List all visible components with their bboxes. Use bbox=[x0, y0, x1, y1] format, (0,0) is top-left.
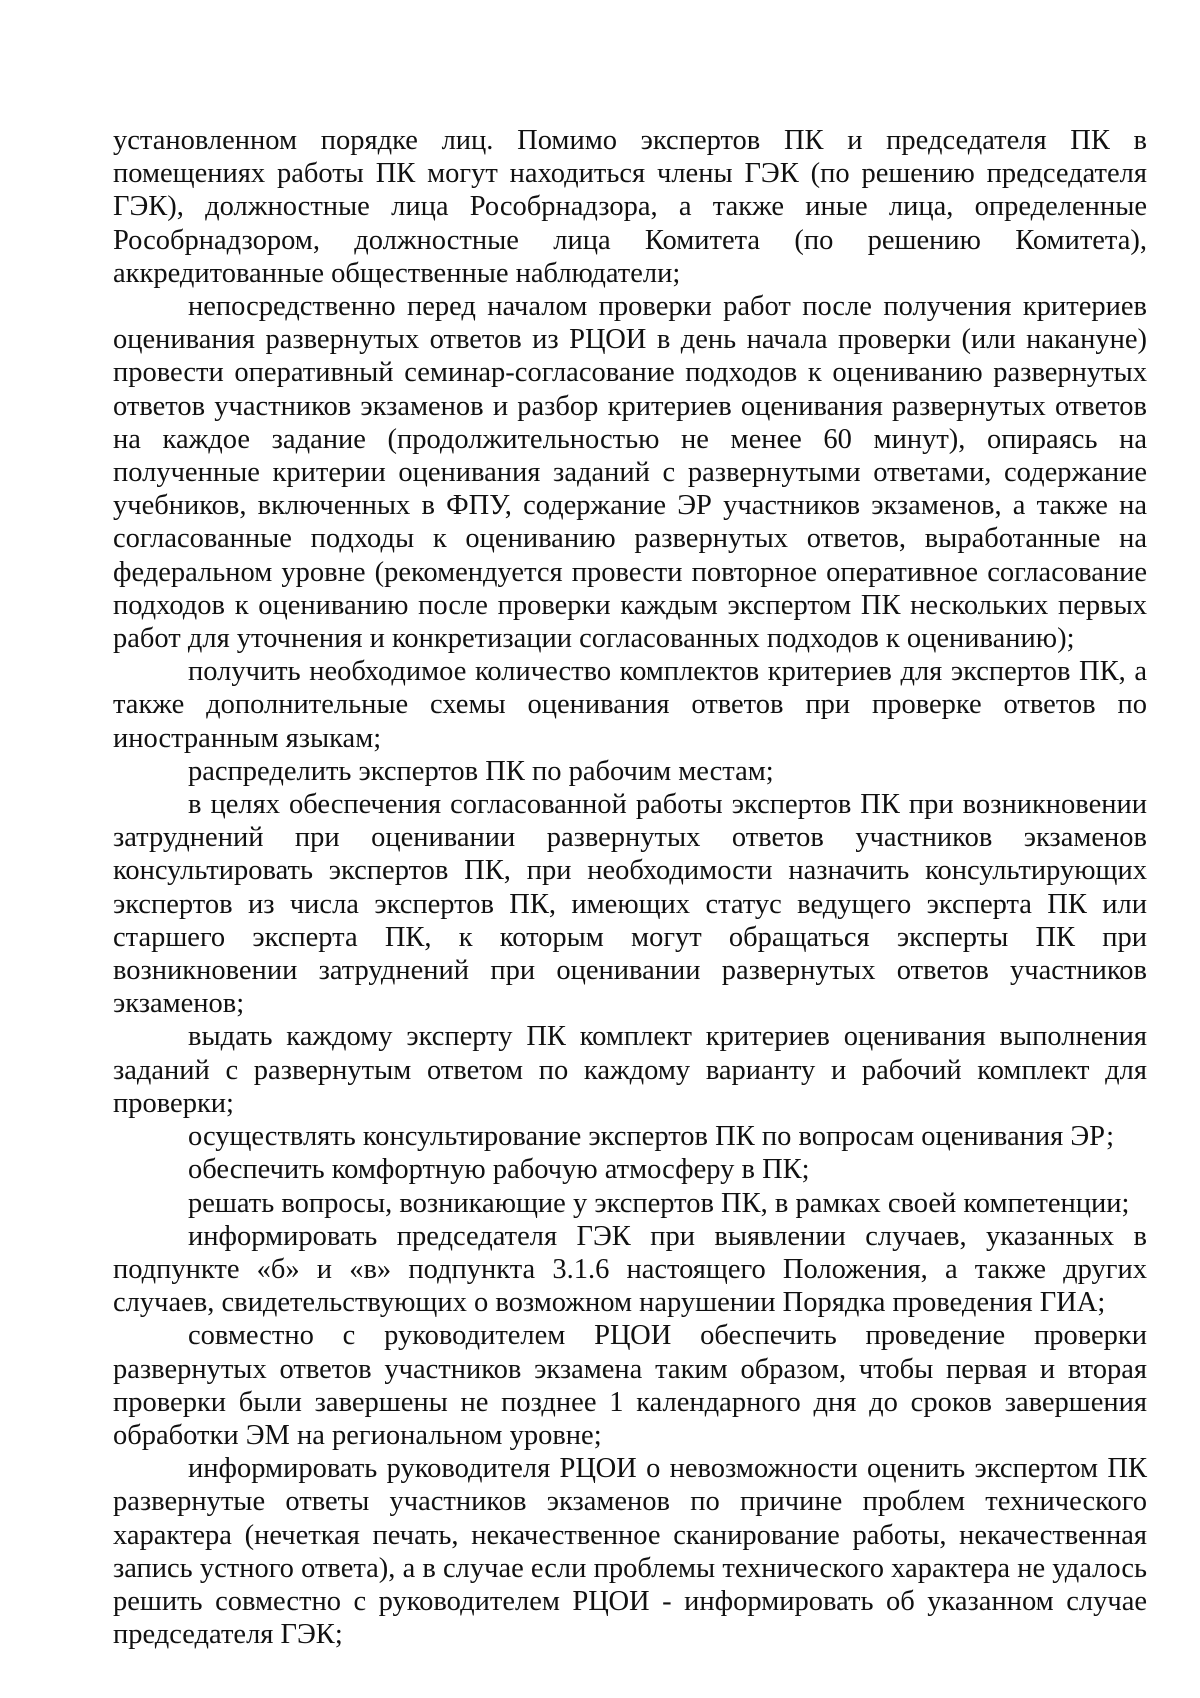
paragraph-criteria-sets: получить необходимое количество комплектов критериев для экспертов ПК, а также дополнительные схемы оценивания ответов при проверке ответов по иностранным языкам; bbox=[113, 656, 1147, 754]
paragraph-distribute-experts: распределить экспертов ПК по рабочим местам; bbox=[188, 755, 774, 787]
paragraph-atmosphere: обеспечить комфортную рабочую атмосферу в ПК; bbox=[188, 1154, 810, 1186]
document-page bbox=[113, 124, 1147, 1651]
paragraph-joint-check: совместно с руководителем РЦОИ обеспечить проведение проверки развернутых ответов участников экзамена таким образом, чтобы первая и вторая проверки были завершены не позднее 1 календарного дня до сроков завершения обработки ЭМ на региональном уровне; bbox=[113, 1320, 1147, 1451]
paragraph-inform-chairman: информировать председателя ГЭК при выявлении случаев, указанных в подпункте «б» и «в» подпункта 3.1.6 настоящего Положения, а также других случаев, свидетельствующих о возможном нарушении Порядка проведения ГИА; bbox=[113, 1220, 1147, 1319]
paragraph-technical-problems: информировать руководителя РЦОИ о невозможности оценить экспертом ПК развернутые ответы участников экзаменов по причине проблем технического характера (нечеткая печать, некачественное сканирование работы, некачественная запись устного ответа), а в случае если проблемы технического характера не удалось решить совместно с руководителем РЦОИ - информировать об указанном случае председателя ГЭК; bbox=[113, 1453, 1147, 1651]
paragraph-issue-criteria: выдать каждому эксперту ПК комплект критериев оценивания выполнения заданий с развернутым ответом по каждому варианту и рабочий комплект для проверки; bbox=[113, 1021, 1147, 1119]
paragraph-consulting-experts: в целях обеспечения согласованной работы экспертов ПК при возникновении затруднений при оценивании развернутых ответов участников экзаменов консультировать экспертов ПК, при необходимости назначить консультирующих экспертов из числа экспертов ПК, имеющих статус ведущего эксперта ПК или старшего эксперта ПК, к которым могут обращаться эксперты ПК при возникновении затруднений при оценивании развернутых ответов участников экзаменов; bbox=[113, 789, 1147, 1020]
paragraph-continuation: установленном порядке лиц. Помимо экспертов ПК и председателя ПК в помещениях работы ПК могут находиться члены ГЭК (по решению председателя ГЭК), должностные лица Рособрнадзора, а также иные лица, определенные Рособрнадзором, должностные лица Комитета (по решению Комитета), аккредитованные общественные наблюдатели; bbox=[113, 125, 1147, 289]
paragraph-consulting: осуществлять консультирование экспертов ПК по вопросам оценивания ЭР; bbox=[188, 1121, 1114, 1153]
paragraph-solve-issues: решать вопросы, возникающие у экспертов ПК, в рамках своей компетенции; bbox=[188, 1187, 1130, 1219]
paragraph-seminar: непосредственно перед началом проверки работ после получения критериев оценивания развернутых ответов из РЦОИ в день начала проверки (или накануне) провести оперативный семинар-согласование подходов к оцениванию развернутых ответов участников экзаменов и разбор критериев оценивания развернутых ответов на каждое задание (продолжительностью не менее 60 минут), опираясь на полученные критерии оценивания заданий с развернутыми ответами, содержание учебников, включенных в ФПУ, содержание ЭР участников экзаменов, а также на согласованные подходы к оцениванию развернутых ответов, выработанные на федеральном уровне (рекомендуется провести повторное оперативное согласование подходов к оцениванию после проверки каждым экспертом ПК нескольких первых работ для уточнения и конкретизации согласованных подходов к оцениванию); bbox=[113, 291, 1147, 655]
